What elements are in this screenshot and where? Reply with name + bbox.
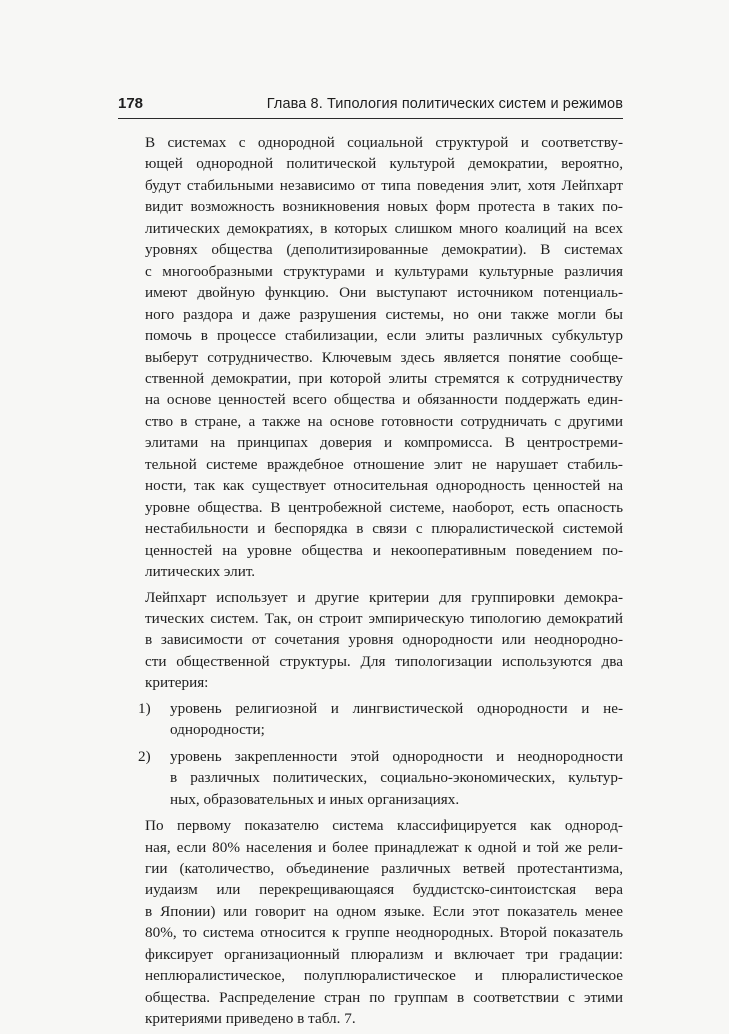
text-line: Лейпхарт использует и другие критерии для группировки демокра- [145, 588, 623, 606]
paragraph-1 [118, 132, 623, 583]
text-line: ство в стране, а также на основе готовности сотрудничать с другими [145, 412, 623, 430]
text-line: на основе ценностей всего общества и обязанности поддержать един- [145, 391, 623, 409]
list-item-text [170, 698, 623, 741]
text-line: выберут сотрудничество. Ключевым здесь является понятие сообще- [145, 348, 623, 366]
text-line: ных, образовательных и иных организациях. [170, 790, 460, 808]
text-line: нестабильности и беспорядка в связи с плюралистической системой [145, 520, 623, 538]
text-line: литических элит. [145, 563, 256, 581]
text-line: тических систем. Так, он строит эмпирическую типологию демократий [145, 609, 623, 627]
criteria-list [118, 698, 623, 810]
text-line: помочь в процессе стабилизации, если элиты различных субкультур [145, 327, 623, 345]
text-line: критерия: [145, 674, 209, 692]
text-line: уровень религиозной и лингвистической однородности и не- [170, 699, 623, 717]
text-line: гии (католичество, объединение различных ветвей протестантизма, [145, 859, 623, 877]
text-line: литических демократиях, в которых слишком много коалиций на всех [145, 219, 623, 237]
text-line: однородности; [170, 721, 265, 739]
text-line: ственной демократии, при которой элиты стремятся к сотрудничеству [145, 369, 623, 387]
text-line: ценностей на уровне общества и некооперативным поведением по- [145, 541, 623, 559]
text-line: будут стабильными независимо от типа поведения элит, хотя Лейпхарт [145, 176, 623, 194]
text-line: ющей однородной политической культурой демократии, вероятно, [145, 155, 623, 173]
text-line: фиксирует организационный плюрализм и включает три градации: [145, 945, 623, 963]
text-line: сти общественной структуры. Для типологизации используются два [145, 652, 623, 670]
text-line: тельной системе враждебное отношение элит не нарушает стабиль- [145, 455, 623, 473]
text-line: видит возможность возникновения новых форм протеста в таких по- [145, 198, 623, 216]
text-line: критериями приведено в табл. 7. [145, 1010, 356, 1028]
text-line: общества. Распределение стран по группам в соответствии с этими [145, 988, 623, 1006]
text-line: имеют двойную функцию. Они выступают источником потенциаль- [145, 284, 623, 302]
text-line: в различных политических, социально-экономических, культур- [170, 769, 623, 787]
body-text [118, 132, 623, 1034]
text-line: уровень закрепленности этой однородности и неоднородности [170, 747, 623, 765]
page-number: 178 [118, 95, 144, 112]
text-line: По первому показателю система классифицируется как однород- [145, 817, 623, 835]
list-item [118, 698, 623, 741]
list-marker: 2) [138, 747, 151, 765]
paragraph-3 [118, 815, 623, 1030]
text-line: в зависимости от сочетания уровня однородности или неоднородно- [145, 631, 623, 649]
header-rule [118, 118, 623, 119]
running-title: Глава 8. Типология политических систем и режимов [266, 96, 623, 112]
text-line: уровнях общества (деполитизированные демократии). В системах [145, 241, 623, 259]
text-line: в Японии) или говорит на одном языке. Если этот показатель менее [145, 902, 623, 920]
text-line: 80%, то система относится к группе неоднородных. Второй показатель [145, 924, 623, 942]
list-item-text [170, 746, 623, 810]
text-line: В системах с однородной социальной структурой и соответству- [145, 134, 623, 151]
text-line: ного раздора и даже разрушения системы, но они также могли бы [145, 305, 623, 323]
list-marker: 1) [138, 699, 151, 717]
text-line: элитами на принципах доверия и компромисса. В центростреми- [145, 434, 623, 452]
text-line: ности, так как существует относительная однородность ценностей на [145, 477, 623, 495]
paragraph-2 [118, 587, 623, 694]
page-header [118, 95, 623, 112]
text-line: с многообразными структурами и культурами культурные различия [145, 262, 623, 280]
list-item [118, 746, 623, 810]
text-line: уровне общества. В центробежной системе, наоборот, есть опасность [145, 498, 623, 516]
text-line: ная, если 80% населения и более принадлежат к одной и той же рели- [145, 838, 623, 856]
text-line: иудаизм или перекрещивающаяся буддистско-синтоистская вера [145, 881, 623, 899]
text-line: неплюралистическое, полуплюралистическое и плюралистическое [145, 967, 623, 985]
